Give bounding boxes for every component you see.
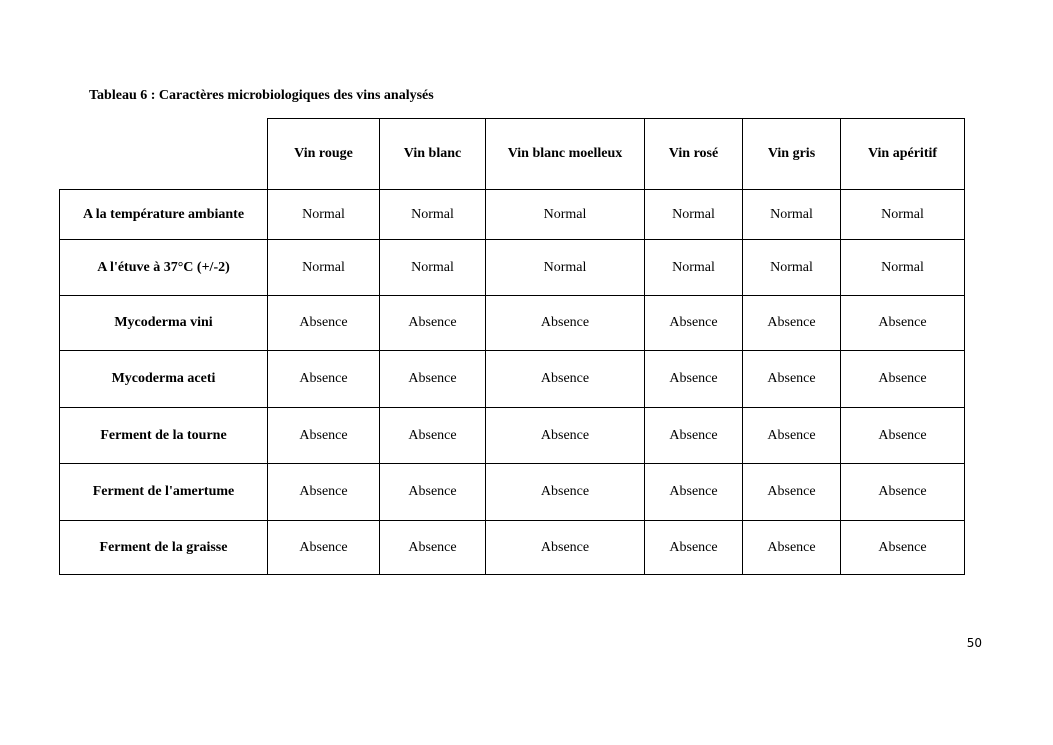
table-cell: Normal — [486, 240, 645, 296]
table-body — [60, 190, 965, 575]
table-cell: Normal — [380, 190, 486, 240]
row-header: Mycoderma aceti — [60, 351, 268, 408]
table-cell: Absence — [841, 521, 965, 575]
table-cell: Absence — [380, 351, 486, 408]
table-cell: Absence — [645, 296, 743, 351]
table-cell: Absence — [486, 296, 645, 351]
table-corner-cell — [60, 119, 268, 190]
row-header: A l'étuve à 37°C (+/-2) — [60, 240, 268, 296]
table-cell: Absence — [645, 464, 743, 521]
table-row — [60, 408, 965, 464]
column-header: Vin rosé — [645, 119, 743, 190]
table-cell: Normal — [645, 190, 743, 240]
table-cell: Normal — [841, 240, 965, 296]
table-cell: Absence — [268, 296, 380, 351]
table-cell: Absence — [380, 408, 486, 464]
table-cell: Normal — [743, 240, 841, 296]
table-cell: Normal — [486, 190, 645, 240]
table-cell: Absence — [380, 521, 486, 575]
table-cell: Absence — [486, 408, 645, 464]
table-cell: Absence — [743, 351, 841, 408]
row-header: Ferment de la tourne — [60, 408, 268, 464]
table-row — [60, 296, 965, 351]
page-number: 50 — [966, 636, 982, 650]
table-row — [60, 351, 965, 408]
table-row — [60, 521, 965, 575]
table-container — [59, 118, 965, 575]
column-header: Vin apéritif — [841, 119, 965, 190]
table-cell: Absence — [841, 408, 965, 464]
table-cell: Normal — [268, 240, 380, 296]
table-row — [60, 240, 965, 296]
table-row — [60, 464, 965, 521]
table-cell: Absence — [380, 296, 486, 351]
table-cell: Normal — [841, 190, 965, 240]
row-header: Ferment de l'amertume — [60, 464, 268, 521]
table-row — [60, 190, 965, 240]
table-cell: Absence — [645, 521, 743, 575]
table-cell: Absence — [841, 351, 965, 408]
table-cell: Absence — [380, 464, 486, 521]
table-cell: Absence — [268, 464, 380, 521]
table-cell: Absence — [743, 408, 841, 464]
microbiology-table — [59, 118, 965, 575]
table-cell: Absence — [743, 464, 841, 521]
table-cell: Absence — [486, 351, 645, 408]
table-cell: Absence — [841, 464, 965, 521]
table-caption: Tableau 6 : Caractères microbiologiques des vins analysés — [89, 88, 434, 103]
table-cell: Absence — [645, 351, 743, 408]
table-cell: Absence — [841, 296, 965, 351]
row-header: Ferment de la graisse — [60, 521, 268, 575]
table-cell: Absence — [743, 521, 841, 575]
table-cell: Absence — [486, 521, 645, 575]
table-cell: Normal — [380, 240, 486, 296]
table-cell: Absence — [268, 521, 380, 575]
table-cell: Normal — [645, 240, 743, 296]
column-header: Vin gris — [743, 119, 841, 190]
table-cell: Normal — [268, 190, 380, 240]
table-cell: Absence — [743, 296, 841, 351]
column-header: Vin blanc — [380, 119, 486, 190]
header-row — [60, 119, 965, 190]
table-cell: Absence — [268, 351, 380, 408]
row-header: Mycoderma vini — [60, 296, 268, 351]
column-header: Vin blanc moelleux — [486, 119, 645, 190]
row-header: A la température ambiante — [60, 190, 268, 240]
table-cell: Absence — [268, 408, 380, 464]
table-cell: Normal — [743, 190, 841, 240]
table-cell: Absence — [645, 408, 743, 464]
table-cell: Absence — [486, 464, 645, 521]
column-header: Vin rouge — [268, 119, 380, 190]
